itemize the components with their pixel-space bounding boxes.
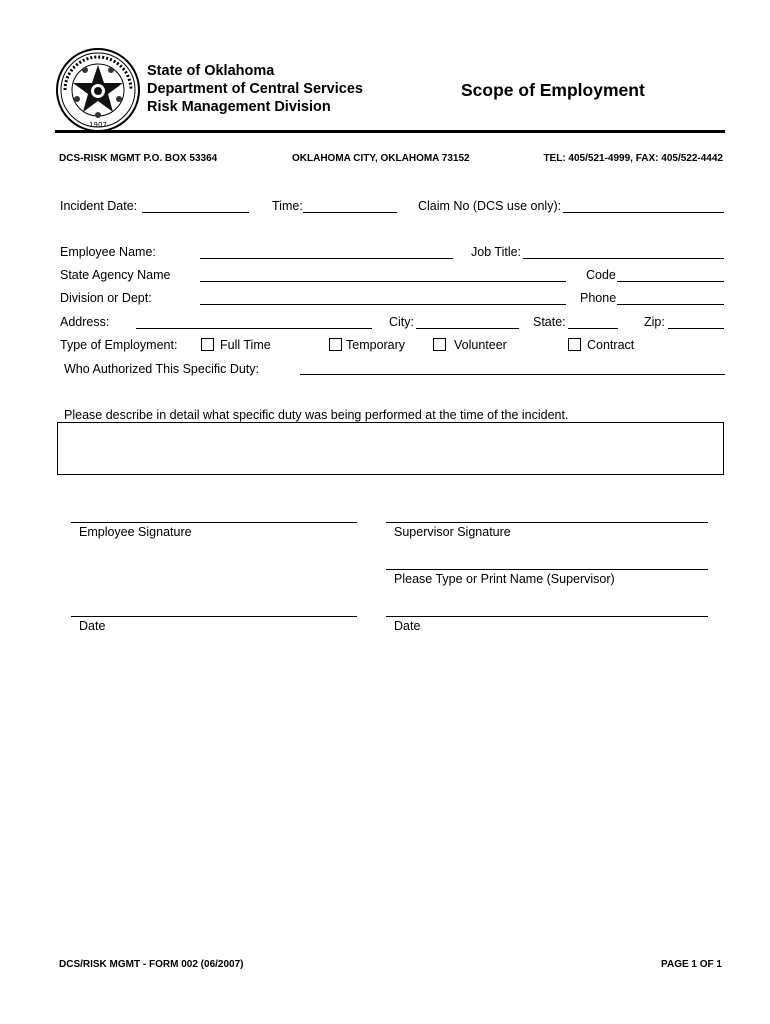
authorized-label: Who Authorized This Specific Duty:: [64, 362, 259, 376]
header-rule: [55, 130, 725, 133]
form-title: Scope of Employment: [461, 80, 645, 100]
temporary-checkbox[interactable]: [329, 338, 342, 351]
state-label: State:: [533, 315, 566, 329]
claim-no-field[interactable]: [563, 212, 724, 213]
time-label: Time:: [272, 199, 303, 213]
city-label: City:: [389, 315, 414, 329]
supervisor-date-line[interactable]: [386, 616, 708, 617]
seal-year: 1907: [89, 121, 107, 129]
supervisor-signature-label: Supervisor Signature: [394, 525, 511, 539]
employee-name-field[interactable]: [200, 258, 453, 259]
contract-label: Contract: [587, 338, 635, 352]
city-field[interactable]: [416, 328, 519, 329]
code-label: Code: [586, 268, 616, 282]
state-agency-label: State Agency Name: [60, 268, 171, 282]
description-prompt: Please describe in detail what specific duty was being performed at the time of the incident.: [64, 408, 569, 422]
employee-date-label: Date: [79, 619, 106, 633]
supervisor-date-label: Date: [394, 619, 421, 633]
org-line-3: Risk Management Division: [147, 99, 331, 115]
volunteer-label: Volunteer: [454, 338, 507, 352]
supervisor-name-label: Please Type or Print Name (Supervisor): [394, 572, 615, 586]
address-phone: TEL: 405/521-4999, FAX: 405/522-4442: [543, 153, 723, 164]
type-of-employment-label: Type of Employment:: [60, 338, 178, 352]
org-line-1: State of Oklahoma: [147, 63, 275, 79]
org-line-2: Department of Central Services: [147, 81, 363, 97]
employee-signature-line[interactable]: [71, 522, 357, 523]
full-time-label: Full Time: [220, 338, 271, 352]
footer-page: PAGE 1 OF 1: [661, 959, 722, 970]
description-box[interactable]: [57, 422, 724, 475]
authorized-field[interactable]: [300, 374, 725, 375]
supervisor-signature-line[interactable]: [386, 522, 708, 523]
address-city: OKLAHOMA CITY, OKLAHOMA 73152: [292, 153, 470, 164]
division-field[interactable]: [200, 304, 566, 305]
full-time-checkbox[interactable]: [201, 338, 214, 351]
incident-date-label: Incident Date:: [60, 199, 138, 213]
supervisor-name-line[interactable]: [386, 569, 708, 570]
address-po-box: DCS-RISK MGMT P.O. BOX 53364: [59, 153, 218, 164]
employee-date-line[interactable]: [71, 616, 357, 617]
volunteer-checkbox[interactable]: [433, 338, 446, 351]
zip-field[interactable]: [668, 328, 724, 329]
phone-label: Phone: [580, 291, 617, 305]
state-agency-field[interactable]: [200, 281, 566, 282]
zip-label: Zip:: [644, 315, 665, 329]
job-title-label: Job Title:: [471, 245, 522, 259]
footer-form-id: DCS/RISK MGMT - FORM 002 (06/2007): [59, 959, 244, 970]
division-label: Division or Dept:: [60, 291, 152, 305]
job-title-field[interactable]: [523, 258, 724, 259]
time-field[interactable]: [303, 212, 397, 213]
state-field[interactable]: [568, 328, 618, 329]
state-seal: [55, 47, 141, 133]
incident-date-field[interactable]: [142, 212, 249, 213]
phone-field[interactable]: [617, 304, 724, 305]
address-label: Address:: [60, 315, 110, 329]
temporary-label: Temporary: [346, 338, 406, 352]
contract-checkbox[interactable]: [568, 338, 581, 351]
address-field[interactable]: [136, 328, 372, 329]
claim-no-label: Claim No (DCS use only):: [418, 199, 562, 213]
employee-name-label: Employee Name:: [60, 245, 156, 259]
code-field[interactable]: [617, 281, 724, 282]
employee-signature-label: Employee Signature: [79, 525, 192, 539]
